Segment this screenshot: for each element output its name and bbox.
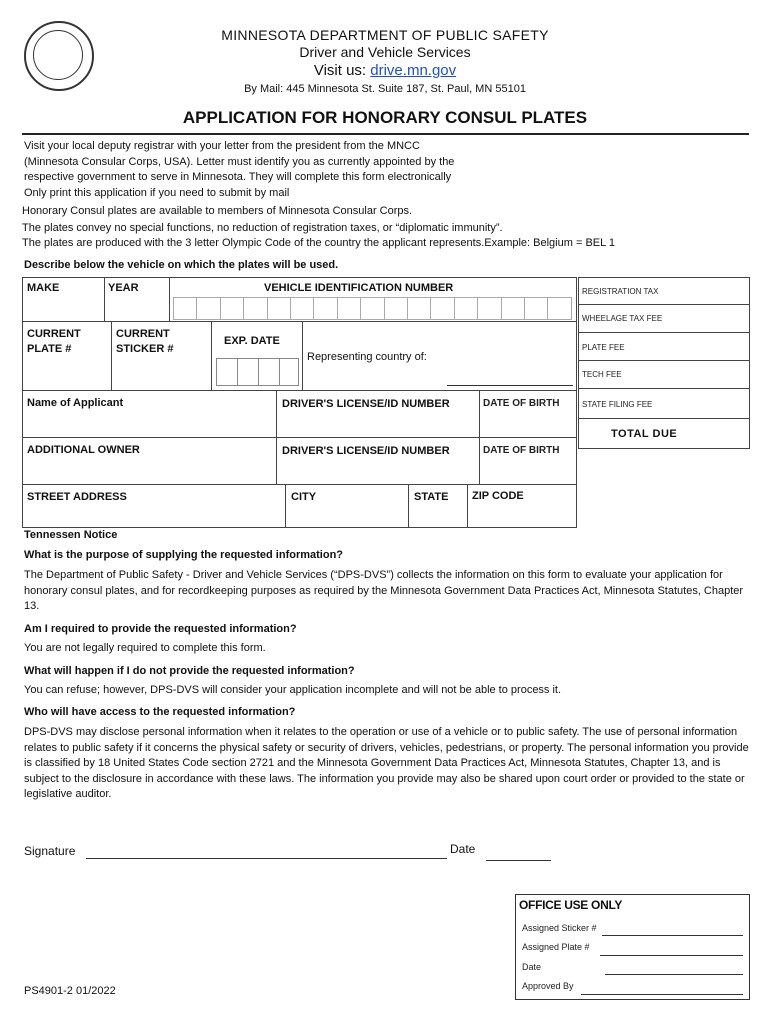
notice-answer: You are not legally required to complete this form.: [24, 642, 266, 654]
office-use-title: OFFICE USE ONLY: [519, 898, 623, 912]
division-name: Driver and Vehicle Services: [299, 44, 471, 60]
vin-char-box[interactable]: [173, 297, 197, 320]
vin-char-box[interactable]: [477, 297, 501, 320]
vin-char-box[interactable]: [196, 297, 220, 320]
vin-char-box[interactable]: [501, 297, 525, 320]
assigned-plate-label: Assigned Plate #: [522, 942, 590, 952]
office-date-line[interactable]: [605, 974, 743, 975]
vin-char-box[interactable]: [454, 297, 478, 320]
notice-answer: The Department of Public Safety - Driver and Vehicle Services (“DPS-DVS”) collects the information on this form to evaluate your application for honorary consul plates, and for recordkeeping purposes as required by the Minnesota Government Data Practices Act, Minnesota Statutes, Chapter 13.: [24, 569, 744, 612]
exp-date-box[interactable]: [279, 358, 299, 386]
vin-char-box[interactable]: [524, 297, 548, 320]
note-line: The plates convey no special functions, no reduction of registration taxes, or “diplomatic immunity”.: [22, 222, 503, 234]
total-due-label: TOTAL DUE: [611, 428, 678, 440]
vin-char-box[interactable]: [430, 297, 454, 320]
title-divider: [22, 133, 749, 135]
notice-question: Who will have access to the requested information?: [24, 706, 296, 718]
vehicle-instruction: Describe below the vehicle on which the plates will be used.: [24, 259, 339, 271]
visit-line: Visit us: drive.mn.gov: [313, 62, 457, 79]
state-filing-fee-label: STATE FILING FEE: [582, 400, 653, 409]
vin-char-box[interactable]: [407, 297, 431, 320]
assigned-sticker-line[interactable]: [602, 935, 743, 936]
signature-label: Signature: [24, 844, 76, 858]
page-title: APPLICATION FOR HONORARY CONSUL PLATES: [182, 108, 588, 127]
zip-label: ZIP CODE: [472, 490, 524, 502]
notice-answer: You can refuse; however, DPS-DVS will consider your application incomplete and will not be able to process it.: [24, 684, 562, 696]
vin-char-box[interactable]: [337, 297, 361, 320]
dob-label: DATE OF BIRTH: [483, 398, 560, 409]
registration-tax-label: REGISTRATION TAX: [582, 287, 659, 296]
signature-line[interactable]: [86, 858, 447, 859]
vin-char-box[interactable]: [360, 297, 384, 320]
vin-label: VEHICLE IDENTIFICATION NUMBER: [264, 282, 454, 294]
assigned-plate-line[interactable]: [600, 955, 743, 956]
vin-char-box[interactable]: [267, 297, 291, 320]
note-line: The plates are produced with the 3 letter Olympic Code of the country the applicant represents.Example: Belgium = BEL 1: [22, 237, 615, 249]
license-id-2-label: DRIVER'S LICENSE/ID NUMBER: [282, 445, 450, 457]
exp-date-box[interactable]: [237, 358, 259, 386]
approved-by-line[interactable]: [581, 994, 743, 995]
website-link[interactable]: drive.mn.gov: [370, 62, 457, 79]
tech-fee-label: TECH FEE: [582, 370, 622, 379]
date-label: Date: [450, 842, 476, 856]
notice-question: What will happen if I do not provide the requested information?: [24, 665, 355, 677]
city-label: CITY: [291, 491, 317, 503]
applicant-name-label: Name of Applicant: [27, 397, 124, 409]
exp-date-label: EXP. DATE: [224, 335, 280, 347]
notice-answer: DPS-DVS may disclose personal information when it relates to the operation or use of a vehicle or to public safety. The use of personal information relates to public safety if it concerns the physical safety or security of drivers, vehicles, pedestrians, or property. The personal information you provide is classified by 18 United States Code section 2721 and the Minnesota Government Data Practices Act, Minnesota Statutes, Chapter 13, and is subject to the disclosure in accordance with these laws. The information you provide may also be shared upon court order or provided to the state or legislative auditor.: [24, 726, 749, 800]
vin-char-box[interactable]: [290, 297, 314, 320]
current-sticker-label: CURRENT STICKER #: [116, 328, 174, 355]
wheelage-tax-label: WHEELAGE TAX FEE: [582, 314, 663, 323]
exp-date-box[interactable]: [216, 358, 238, 386]
notice-question: Am I required to provide the requested information?: [24, 623, 297, 635]
form-number: PS4901-2 01/2022: [24, 985, 116, 997]
exp-date-box[interactable]: [258, 358, 280, 386]
vin-char-box[interactable]: [547, 297, 571, 320]
license-id-label: DRIVER'S LICENSE/ID NUMBER: [282, 398, 450, 410]
date-line[interactable]: [486, 860, 551, 861]
additional-owner-label: ADDITIONAL OWNER: [27, 444, 140, 456]
street-address-label: STREET ADDRESS: [27, 491, 127, 503]
make-label: MAKE: [27, 282, 60, 294]
plate-fee-label: PLATE FEE: [582, 343, 625, 352]
assigned-sticker-label: Assigned Sticker #: [522, 923, 597, 933]
vin-char-box[interactable]: [243, 297, 267, 320]
agency-name: MINNESOTA DEPARTMENT OF PUBLIC SAFETY: [221, 27, 549, 43]
state-label: STATE: [414, 491, 449, 503]
mail-address: By Mail: 445 Minnesota St. Suite 187, St. Paul, MN 55101: [244, 83, 526, 95]
vin-char-box[interactable]: [313, 297, 337, 320]
dob-2-label: DATE OF BIRTH: [483, 445, 560, 456]
notice-heading: Tennessen Notice: [24, 529, 118, 541]
notice-question: What is the purpose of supplying the requested information?: [24, 549, 344, 561]
office-date-label: Date: [522, 962, 542, 972]
approved-by-label: Approved By: [522, 981, 574, 991]
country-underline: [447, 385, 573, 386]
current-plate-label: CURRENT PLATE #: [27, 328, 81, 355]
country-label: Representing country of:: [307, 351, 427, 363]
vin-char-box[interactable]: [384, 297, 408, 320]
year-label: YEAR: [108, 282, 139, 294]
note-line: Honorary Consul plates are available to members of Minnesota Consular Corps.: [22, 205, 413, 217]
intro-text: Visit your local deputy registrar with your letter from the president from the MNCC (Minnesota Consular Corps, USA). Letter must identify you as currently appointed by the respective government to serve in Minnesota. They will complete this form electronically Only print this application if you need to submit by mail: [24, 140, 455, 199]
vin-char-box[interactable]: [220, 297, 244, 320]
